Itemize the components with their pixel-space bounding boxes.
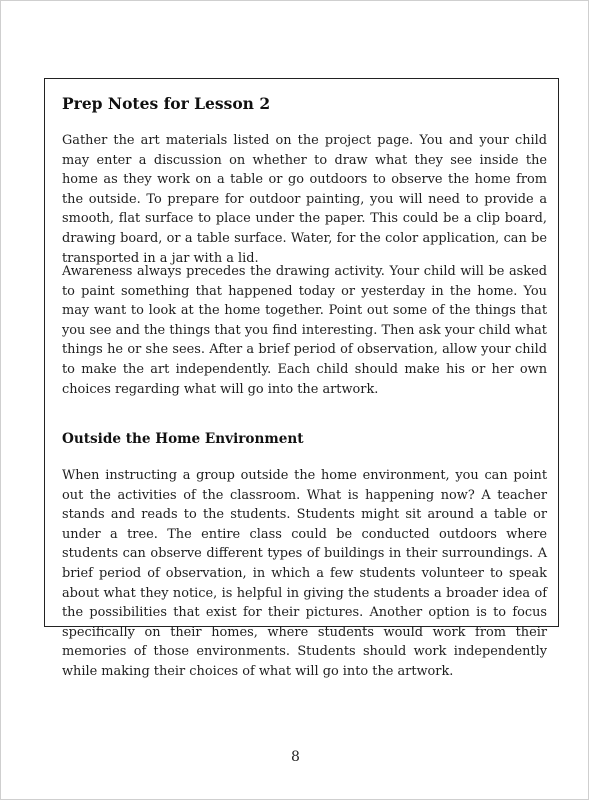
prep-notes-box: [44, 78, 559, 679]
prep-notes-title: Prep Notes for Lesson 2: [62, 94, 271, 113]
paragraph-outside-home: When instructing a group outside the home environment, you can point out the activities of the classroom. What is happening now? A teacher stands and reads to the students. Students might sit around a table or under a tree. The entire class could be conducted outdoors where students can observe different types of buildings in their surroundings. A brief period of observation, in which a few students volunteer to speak about what they notice, is helpful in giving the students a broader idea of the possibilities that exist for their pictures. Another option is to focus specifically on their homes, where students would work from their memories of those environments. Students should work independently while making their choices of what will go into the artwork.: [62, 468, 547, 679]
paragraph-materials: Gather the art materials listed on the project page. You and your child may enter a discussion on whether to draw what they see inside the home as they work on a table or go outdoors to observe the home from the outside. To prepare for outdoor painting, you will need to provide a smooth, flat surface to place under the paper. This could be a clip board, drawing board, or a table surface. Water, for the color application, can be transported in a jar with a lid.: [62, 133, 547, 266]
page-number: 8: [291, 749, 300, 765]
paragraph-awareness: Awareness always precedes the drawing activity. Your child will be asked to paint something that happened today or yesterday in the home. You may want to look at the home together. Point out some of the things that you see and the things that you find interesting. Then ask your child what things he or she sees. After a brief period of observation, allow your child to make the art independently. Each child should make his or her own choices regarding what will go into the artwork.: [62, 264, 547, 397]
section-heading-outside-home: Outside the Home Environment: [62, 431, 304, 447]
